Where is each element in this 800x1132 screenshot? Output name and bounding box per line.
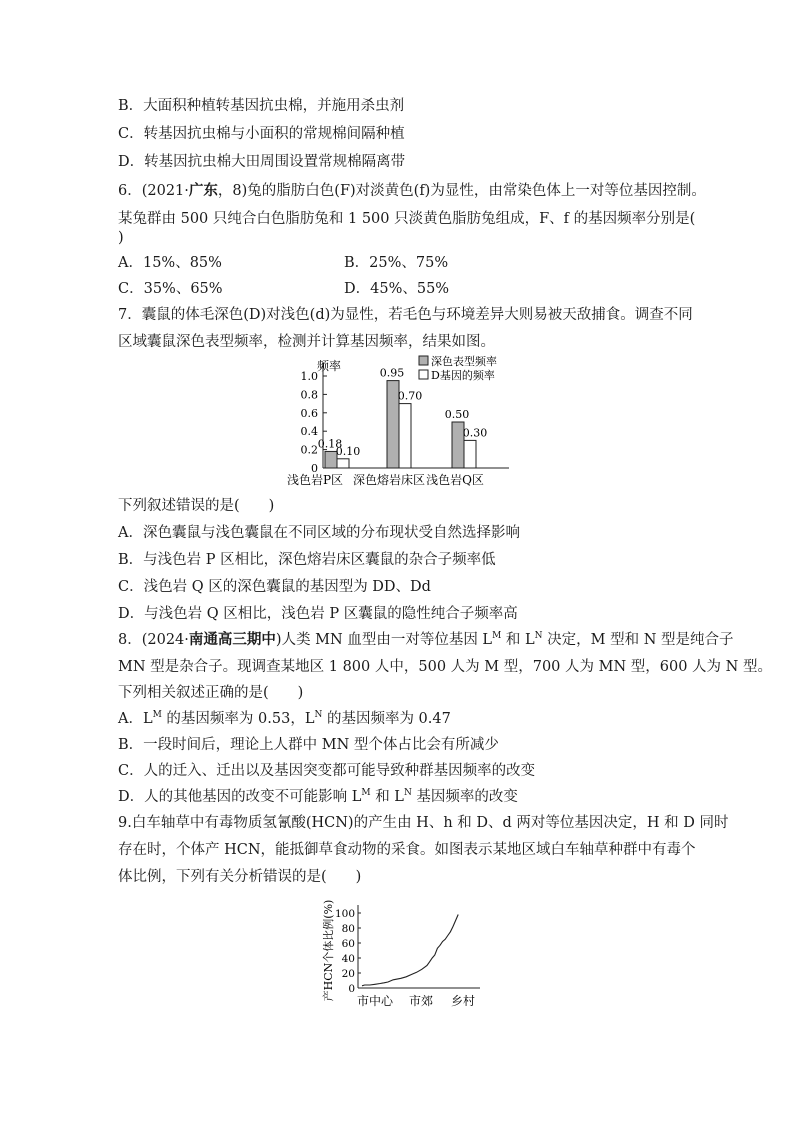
q8-option-b: B．一段时间后，理论上人群中 MN 型个体占比会有所减少	[118, 737, 499, 753]
y-tick-label: 1.0	[300, 370, 318, 383]
q7-stem-line2: 区域囊鼠深色表型频率，检测并计算基因频率，结果如图。	[118, 334, 495, 350]
q7-option-a: A．深色囊鼠与浅色囊鼠在不同区域的分布现状受自然选择影响	[118, 525, 520, 541]
legend-label: D基因的频率	[431, 369, 495, 382]
q6-stem-line3: )	[118, 230, 124, 246]
hcn-proportion-line	[362, 915, 458, 986]
bar-value-label: 0.18	[317, 437, 343, 451]
y-tick-label: 20	[341, 968, 355, 980]
y-tick-label: 0.4	[300, 425, 318, 439]
q8-question: 下列相关叙述正确的是( )	[118, 685, 304, 701]
q6-stem-line1: 6．(2021·广东，8)兔的脂肪白色(F)对淡黄色(f)为显性，由常染色体上一对等位基因控制。	[118, 183, 706, 199]
x-category-label: 乡村	[450, 994, 476, 1008]
y-tick-label: 0	[311, 462, 318, 475]
q5-option-c: C．转基因抗虫棉与小面积的常规棉间隔种植	[118, 126, 405, 142]
q7-option-d: D．与浅色岩 Q 区相比，浅色岩 P 区囊鼠的隐性纯合子频率高	[118, 606, 518, 622]
x-category-label: 深色熔岩床区	[352, 473, 426, 487]
q5-option-d: D．转基因抗虫棉大田周围设置常规棉隔离带	[118, 154, 406, 170]
y-tick-label: 0	[348, 983, 355, 995]
y-tick-label: 100	[334, 908, 355, 920]
q7-question: 下列叙述错误的是( )	[118, 498, 275, 514]
q6-stem-line2: 某兔群由 500 只纯合白色脂肪兔和 1 500 只淡黄色脂肪兔组成，F、f 的基因频率分别是(	[118, 211, 696, 227]
q9-stem-line3: 体比例，下列有关分析错误的是( )	[118, 869, 362, 885]
bar	[337, 459, 349, 468]
y-tick-label: 0.8	[300, 388, 318, 402]
x-category-label: 市中心	[356, 994, 394, 1008]
y-tick-label: 60	[341, 938, 355, 950]
q8-option-a: A．$L^M$ 的基因频率为 0.53，$L^N$ 的基因频率为 0.47	[118, 710, 451, 727]
y-tick-label: 0.2	[300, 443, 318, 457]
q5-option-b: B．大面积种植转基因抗虫棉，并施用杀虫剂	[118, 98, 405, 114]
q8-option-c: C．人的迁入、迁出以及基因突变都可能导致种群基因频率的改变	[118, 763, 536, 779]
bar-value-label: 0.70	[397, 389, 423, 403]
gene-frequency-bar-chart	[286, 352, 525, 494]
bar	[464, 440, 476, 468]
legend-label: 深色表型频率	[431, 355, 497, 368]
legend-swatch	[419, 356, 428, 365]
x-category-label: 市郊	[408, 994, 434, 1008]
x-category-label: 浅色岩Q区	[426, 473, 484, 487]
x-category-label: 浅色岩P区	[286, 473, 344, 487]
bar-value-label: 0.30	[462, 426, 488, 440]
q6-source: 广东	[188, 183, 218, 199]
legend-swatch	[419, 370, 428, 379]
q9-stem-line2: 存在时，个体产 HCN，能抵御草食动物的采食。如图表示某地区域白车轴草种群中有毒个	[118, 842, 696, 858]
y-tick-label: 80	[341, 923, 355, 935]
q7-option-c: C．浅色岩 Q 区的深色囊鼠的基因型为 DD、Dd	[118, 579, 431, 595]
y-axis-label: 产HCN个体比例(%)	[322, 899, 335, 1002]
y-tick-label: 40	[341, 953, 355, 965]
q6-option-d: D．45%、55%	[344, 281, 450, 297]
bar-value-label: 0.10	[335, 444, 361, 458]
bar	[399, 404, 411, 468]
q6-option-a: A．15%、85%	[118, 255, 222, 271]
q7-option-b: B．与浅色岩 P 区相比，深色熔岩床区囊鼠的杂合子频率低	[118, 552, 496, 568]
q6-option-b: B．25%、75%	[344, 255, 449, 271]
q6-option-c: C．35%、65%	[118, 281, 223, 297]
y-axis-label: 频率	[317, 359, 342, 373]
y-tick-label: 0.6	[300, 406, 318, 420]
q7-stem-line1: 7．囊鼠的体毛深色(D)对浅色(d)为显性，若毛色与环境差异大则易被天敌捕食。调查不同	[118, 307, 693, 323]
q8-option-d: D．人的其他基因的改变不可能影响 $L^M$ 和 $L^N$ 基因频率的改变	[118, 788, 518, 805]
hcn-proportion-line-chart	[310, 900, 500, 1015]
q9-stem-line1: 9.白车轴草中有毒物质氢氰酸(HCN)的产生由 H、h 和 D、d 两对等位基因决定，H 和 D 同时	[118, 815, 729, 831]
q8-source: 南通高三期中	[188, 632, 276, 648]
bar-value-label: 0.50	[444, 408, 470, 421]
bar-value-label: 0.95	[379, 366, 405, 380]
q8-stem-line1: 8．(2024·南通高三期中)人类 MN 血型由一对等位基因 $L^M$ 和 $L^N$ 决定，M 型和 N 型是纯合子	[118, 631, 734, 648]
q8-stem-line2: MN 型是杂合子。现调查某地区 1 800 人中，500 人为 M 型，700 人为 MN 型，600 人为 N 型。	[118, 659, 772, 675]
